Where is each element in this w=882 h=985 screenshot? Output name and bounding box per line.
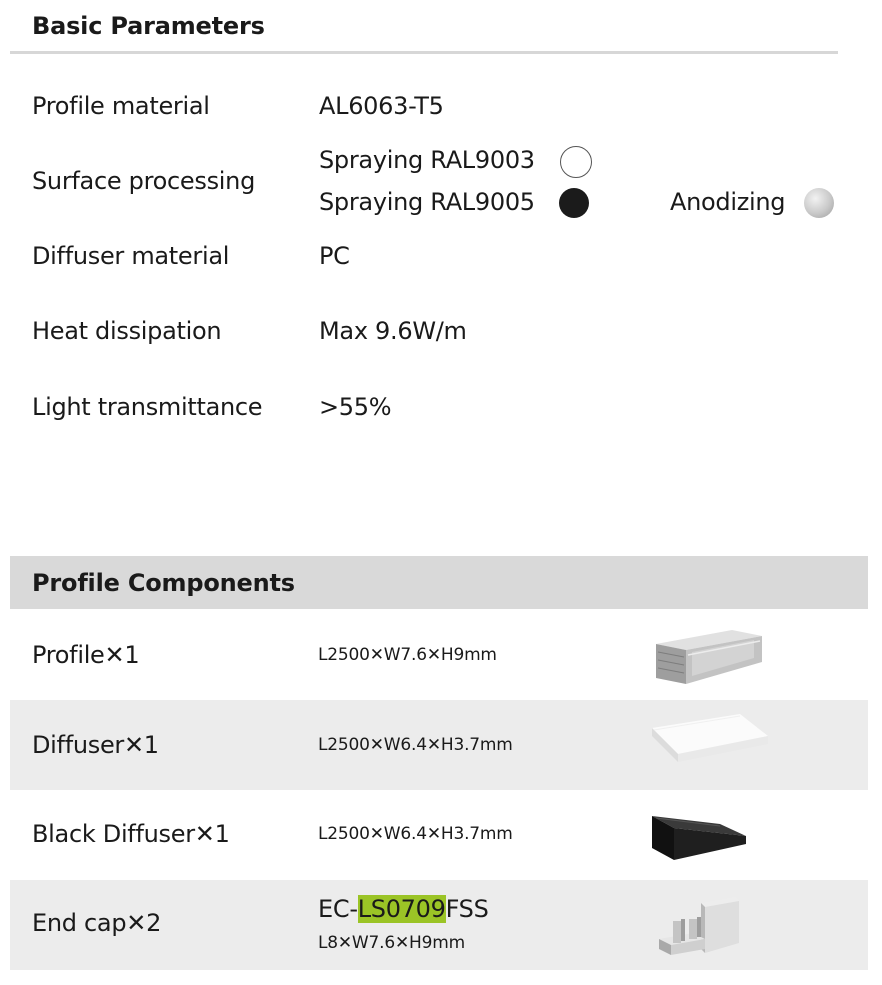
param-label-heat-dissipation: Heat dissipation — [32, 317, 222, 345]
aluminum-profile-icon — [652, 622, 768, 686]
silver-swatch-icon — [804, 188, 834, 218]
black-swatch-icon — [559, 188, 589, 218]
white-swatch-icon — [560, 146, 592, 178]
param-value-spraying-ral9003: Spraying RAL9003 — [319, 146, 535, 174]
component-name-profile: Profile✕1 — [32, 641, 140, 669]
basic-parameters-title: Basic Parameters — [32, 12, 265, 40]
param-value-diffuser-material: PC — [319, 242, 350, 270]
component-name-diffuser: Diffuser✕1 — [32, 731, 159, 759]
param-label-surface-processing: Surface processing — [32, 167, 255, 195]
section-divider — [10, 51, 838, 54]
param-value-anodizing: Anodizing — [670, 188, 786, 216]
white-diffuser-icon — [648, 708, 772, 772]
param-value-heat-dissipation: Max 9.6W/m — [319, 317, 467, 345]
param-value-light-transmittance: >55% — [319, 393, 392, 421]
end-cap-code-suffix: FSS — [445, 895, 489, 923]
param-value-spraying-ral9005: Spraying RAL9005 — [319, 188, 535, 216]
end-cap-icon — [655, 893, 745, 963]
end-cap-code-prefix: EC- — [318, 895, 358, 923]
component-spec-black-diffuser: L2500✕W6.4✕H3.7mm — [318, 824, 513, 844]
param-label-profile-material: Profile material — [32, 92, 210, 120]
profile-components-title: Profile Components — [32, 569, 295, 597]
component-spec-end-cap: L8✕W7.6✕H9mm — [318, 933, 465, 953]
component-spec-profile: L2500✕W7.6✕H9mm — [318, 645, 497, 665]
black-diffuser-icon — [648, 806, 752, 866]
end-cap-code — [318, 895, 489, 923]
end-cap-code-highlight: LS0709 — [357, 895, 446, 923]
component-spec-diffuser: L2500✕W6.4✕H3.7mm — [318, 735, 513, 755]
component-name-end-cap: End cap✕2 — [32, 909, 162, 937]
param-label-diffuser-material: Diffuser material — [32, 242, 230, 270]
component-name-black-diffuser: Black Diffuser✕1 — [32, 820, 230, 848]
param-label-light-transmittance: Light transmittance — [32, 393, 263, 421]
param-value-profile-material: AL6063-T5 — [319, 92, 444, 120]
